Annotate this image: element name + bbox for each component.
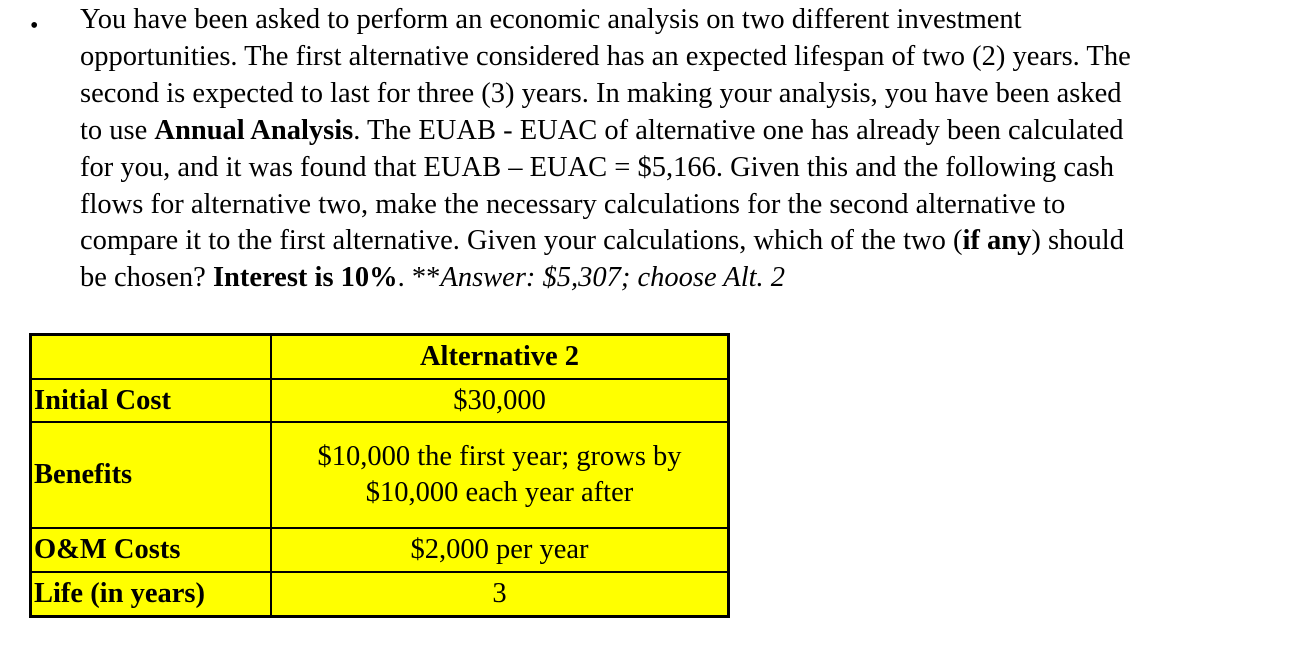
problem-statement [80,2,1295,297]
paragraph-line-5: for you, and it was found that EUAB – EUAC = $5,166. Given this and the following cash [80,151,1115,183]
line-4-text-start: to use [80,114,155,146]
paragraph-line-4 [80,113,1295,150]
table-row [31,572,729,617]
benefits-value-line-2: $10,000 each year after [365,477,634,508]
row-label-initial-cost [31,379,272,422]
benefits-label: Benefits [34,459,133,490]
table-header-row [31,335,729,380]
row-value-benefits [271,422,729,528]
table-row [31,422,729,528]
table-row [31,379,729,422]
life-label: Life (in years) [34,578,205,609]
om-costs-label: O&M Costs [34,534,181,565]
alternative-2-header: Alternative 2 [419,341,580,372]
cash-flow-table [29,333,730,618]
bullet-marker: • [30,13,39,39]
paragraph-line-8 [80,260,1295,297]
line-8-text-mid: . ** [397,262,441,294]
initial-cost-label: Initial Cost [34,384,171,416]
header-cell [271,335,729,380]
om-costs-value: $2,000 per year [410,534,589,565]
row-label-om-costs [31,528,272,572]
row-label-benefits [31,422,272,528]
paragraph-line-1: You have been asked to perform an economic analysis on two different investment [80,4,1022,35]
row-value-initial-cost [271,379,729,422]
annual-analysis-emphasis: Annual Analysis [154,114,354,146]
table-row [31,528,729,572]
if-any-emphasis: if any [962,225,1032,257]
paragraph-line-6: flows for alternative two, make the necessary calculations for the second alternative to [80,188,1066,220]
initial-cost-value: $30,000 [453,384,546,416]
paragraph-line-3: second is expected to last for three (3) years. In making your analysis, you have been asked [80,77,1122,109]
header-empty-cell [31,335,272,380]
row-value-om-costs [271,528,729,572]
answer-text: Answer: $5,307; choose Alt. 2 [440,262,786,294]
interest-rate-emphasis: Interest is 10% [212,262,398,294]
paragraph-line-2: opportunities. The first alternative considered has an expected lifespan of two (2) years. The [80,40,1131,72]
row-value-life [271,572,729,617]
benefits-value-line-1: $10,000 the first year; grows by [317,441,682,472]
line-4-text-end: . The EUAB - EUAC of alternative one has already been calculated [353,114,1124,146]
line-8-text-start: be chosen? [80,262,213,294]
line-7-text-end: ) should [1031,225,1124,257]
life-value: 3 [492,578,507,609]
line-7-text-start: compare it to the first alternative. Given your calculations, which of the two ( [80,225,963,257]
paragraph-line-7 [80,223,1295,260]
row-label-life [31,572,272,617]
